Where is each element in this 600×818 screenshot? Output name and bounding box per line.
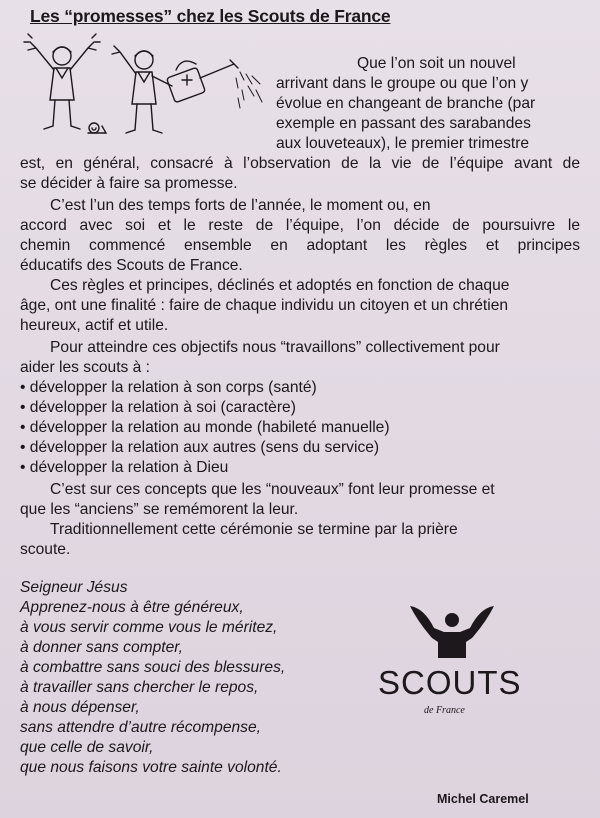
bullet-item: • développer la relation à soi (caractère) [20, 399, 296, 416]
scout-figure-right [112, 46, 172, 133]
bullet-item: • développer la relation au monde (habileté manuelle) [20, 419, 390, 436]
prayer-line: à donner sans compter, [20, 639, 183, 656]
bullet-item: • développer la relation à son corps (santé) [20, 379, 317, 396]
prayer-line: à travailler sans chercher le repos, [20, 679, 259, 696]
prayer-line: à nous dépenser, [20, 699, 140, 716]
paragraph-5-line: que les “anciens” se remémorent la leur. [20, 501, 299, 518]
paragraph-6-line: Traditionnellement cette cérémonie se termine par la prière [50, 521, 458, 538]
author-signature: Michel Caremel [437, 792, 529, 806]
paragraph-4-line: aider les scouts à : [20, 359, 151, 376]
logo-subtitle: de France [424, 705, 465, 716]
scouts-illustration [22, 28, 272, 138]
logo-wordmark: SCOUTS [378, 664, 522, 701]
prayer-line: sans attendre d’autre récompense, [20, 719, 261, 736]
scouts-de-france-logo-icon [372, 600, 532, 720]
paragraph-1-line: se décider à faire sa promesse. [20, 175, 238, 192]
paragraph-1-line: Que l’on soit un nouvel [357, 55, 516, 72]
water-drops [236, 72, 262, 108]
snail-icon [88, 123, 106, 133]
prayer-line: Apprenez-nous à être généreux, [20, 599, 244, 616]
paragraph-2-line: accord avec soi et le reste de l’équipe, l’on décide de poursuivre le [20, 217, 580, 234]
paragraph-1-line: exemple en passant des sarabandes [276, 115, 531, 132]
prayer-line: à combattre sans souci des blessures, [20, 659, 286, 676]
paragraph-3-line: âge, ont une finalité : faire de chaque individu un citoyen et un chrétien [20, 297, 509, 314]
paragraph-1-line: évolue en changeant de branche (par [276, 95, 536, 112]
paragraph-1-line: aux louveteaux), le premier trimestre [276, 135, 530, 152]
paragraph-1-line: arrivant dans le groupe ou que l’on y [276, 75, 529, 92]
bullet-item: • développer la relation aux autres (sens du service) [20, 439, 380, 456]
scout-figure-left [24, 34, 100, 129]
paragraph-5-line: C’est sur ces concepts que les “nouveaux” font leur promesse et [50, 481, 495, 498]
paragraph-4-line: Pour atteindre ces objectifs nous “travaillons” collectivement pour [50, 339, 500, 356]
prayer-line: que nous faisons votre sainte volonté. [20, 759, 282, 776]
paragraph-3-line: heureux, actif et utile. [20, 317, 169, 334]
paragraph-3-line: Ces règles et principes, déclinés et adoptés en fonction de chaque [50, 277, 510, 294]
paragraph-2-line: chemin commencé ensemble en adoptant les règles et principes [20, 237, 580, 254]
prayer-line: Seigneur Jésus [20, 579, 128, 596]
paragraph-2-line: C’est l’un des temps forts de l’année, le moment ou, en [50, 197, 431, 214]
paragraph-2-line: éducatifs des Scouts de France. [20, 257, 243, 274]
watering-can-icon [167, 60, 238, 103]
paragraph-6-line: scoute. [20, 541, 71, 558]
prayer-line: que celle de savoir, [20, 739, 154, 756]
prayer-line: à vous servir comme vous le méritez, [20, 619, 278, 636]
bullet-item: • développer la relation à Dieu [20, 459, 229, 476]
paragraph-1-line: est, en général, consacré à l’observation de la vie de l’équipe avant de [20, 155, 580, 172]
article-title: Les “promesses” chez les Scouts de France [30, 6, 391, 26]
